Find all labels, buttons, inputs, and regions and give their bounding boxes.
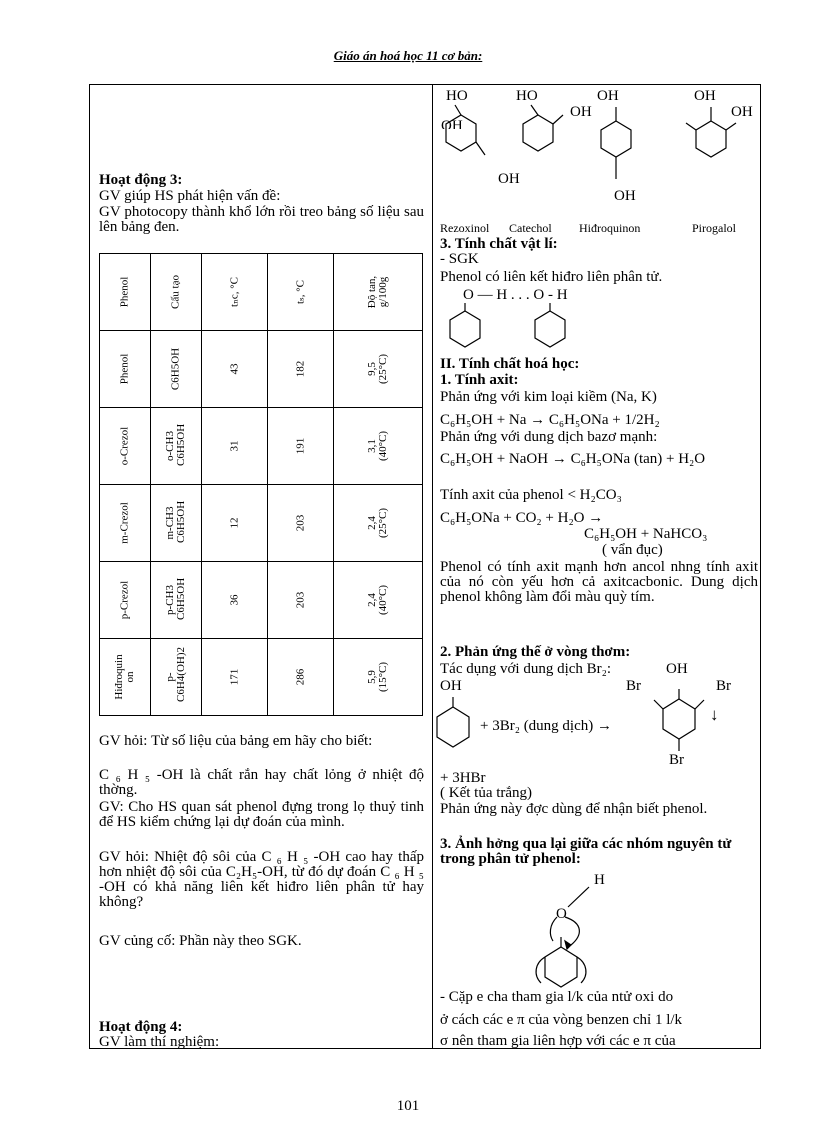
bromination-diagram [433, 685, 761, 765]
eq3a: C₆H₅ONa + CO₂ + H₂O → [440, 510, 604, 526]
activity3-title: Hoạt động 3: [99, 172, 183, 188]
cell: o-Crezol [118, 426, 131, 466]
cell: 5,9 (15°C) [366, 661, 389, 693]
final3: σ nên tham gia liên hợp với các e π của [440, 1033, 676, 1049]
label-br2: Br [716, 678, 731, 694]
cell: C6H5OH [169, 347, 182, 391]
cell: 31 [228, 440, 240, 452]
sgk: - SGK [440, 251, 479, 267]
table-row [100, 639, 423, 716]
data-table [99, 253, 423, 716]
page-header: Giáo án hoá học 11 cơ bản: [333, 48, 483, 63]
name-catechol: Catechol [509, 221, 552, 235]
hbond-formula: O — H . . . O - H [463, 287, 568, 303]
eq2: C₆H₅OH + NaOH → C₆H₅ONa (tan) + H₂O [440, 451, 706, 467]
th-phenol: Phenol [118, 276, 131, 308]
table-row [100, 485, 423, 562]
hbond-rings [433, 285, 633, 357]
cell: 182 [294, 360, 306, 378]
th-solubility: Độ tan, g/100g [366, 275, 389, 309]
page-number: 101 [396, 1098, 420, 1114]
label-oh-react: OH [440, 678, 462, 694]
eq3b: C₆H₅OH + NaHCO₃ [584, 526, 708, 542]
label-oh-bottom3: OH [614, 188, 636, 204]
acid-p4: Phenol có tính axit mạnh hơn ancol nhng tính axit của nó còn yếu hơn cả axitcacbonic. Dung dịch phenol không làm đổi màu quỳ tím. [440, 559, 758, 605]
cell: 286 [294, 668, 306, 686]
th-melting: tₙc, °C [228, 277, 240, 307]
label-oh4: OH [694, 88, 716, 104]
left-p1: GV giúp HS phát hiện vấn đề: [99, 188, 281, 204]
precipitate-arrow: ↓ [710, 705, 719, 724]
label-oh4b: OH [731, 104, 753, 120]
cell: 43 [228, 363, 240, 375]
label-ho2: HO [516, 88, 538, 104]
left-q1: GV hỏi: Từ số liệu của bảng em hãy cho biết: [99, 733, 373, 749]
acid-title: 1. Tính axit: [440, 372, 519, 388]
cell: 36 [228, 594, 240, 606]
final1: - Cặp e cha tham gia l/k của ntử oxi do [440, 989, 674, 1005]
ring-catechol [523, 115, 553, 151]
acid-p1: Phản ứng với kim loại kiềm (Na, K) [440, 389, 657, 405]
sub-p1: Tác dụng với dung dịch Br₂: [440, 661, 612, 677]
cell: 191 [294, 437, 306, 455]
left-q5: GV củng cố: Phần này theo SGK. [99, 933, 302, 949]
left-q3: GV: Cho HS quan sát phenol đựng trong lọ thuỷ tinh để HS kiểm chứng lại dự đoán của mình. [99, 799, 424, 830]
activity4-title: Hoạt động 4: [99, 1019, 183, 1035]
label-br3: Br [669, 752, 684, 768]
cell: p- C6H4(OH)2 [164, 647, 187, 702]
name-pyrogallol: Pirogalol [692, 221, 736, 235]
s2-title: II. Tính chất hoá học: [440, 356, 580, 372]
hbond-text: Phenol có liên kết hiđro liên phân tử. [440, 269, 663, 285]
sub-p3: ( Kết tủa trắng) [440, 785, 533, 801]
eq1: C₆H₅OH + Na → C₆H₅ONa + 1/2H₂ [440, 412, 660, 428]
ring-pyrogallol [696, 121, 726, 157]
label-o: O [556, 906, 567, 922]
label-oh3: OH [597, 88, 619, 104]
th-boiling: tₛ, °C [294, 280, 306, 304]
label-oh2b: OH [570, 104, 592, 120]
sub-p2: + 3HBr [440, 770, 486, 786]
eq3c: ( vẩn đục) [602, 542, 663, 558]
th-structure: Cấu tạo [169, 275, 182, 309]
label-ho1: HO [446, 88, 468, 104]
sub-eq: + 3Br₂ (dung dịch) → [480, 718, 613, 734]
ring-hydroquinone [601, 121, 631, 157]
cell: m-Crezol [118, 502, 131, 544]
s3-title: 3. Tính chất vật lí: [440, 236, 558, 252]
left-last: GV làm thí nghiệm: [99, 1034, 220, 1050]
cell: p-Crezol [118, 580, 131, 620]
cell: 3,1 (40°C) [366, 430, 389, 462]
cell: 2,4 (40°C) [366, 584, 389, 616]
final2: ở cách các e π của vòng benzen chỉ 1 l/k [440, 1012, 683, 1028]
name-rezoxinol: Rezoxinol [440, 221, 490, 235]
left-q4: GV hỏi: Nhiệt độ sôi của C ₆ H ₅ -OH cao hay thấp hơn nhiệt độ sôi của C₂H₅-OH, từ đó dự đoán C ₆ H ₅ -OH có khả năng liên kết hiđro liên phân tử hay không? [99, 849, 424, 910]
sub-p4: Phản ứng này đợc dùng để nhận biết phenol. [440, 801, 708, 817]
cell: 12 [228, 517, 240, 529]
table-row [100, 408, 423, 485]
label-h: H [594, 872, 605, 888]
resonance-diagram [433, 872, 633, 995]
cell: Hiđroquin on [113, 654, 136, 700]
left-q2: C ₆ H ₅ -OH là chất rắn hay chất lỏng ở nhiệt độ thờng. [99, 767, 424, 798]
name-hydroquinone: Hiđroquinon [579, 221, 641, 235]
acid-p2: Phản ứng với dung dịch bazơ mạnh: [440, 429, 658, 445]
cell: 203 [294, 514, 306, 532]
cell: 171 [228, 668, 240, 686]
cell: 203 [294, 591, 306, 609]
sub-title: 2. Phản ứng thế ở vòng thơm: [440, 644, 631, 660]
infl-title: 3. Ảnh hởng qua lại giữa các nhóm nguyên tử trong phân tử phenol: [440, 836, 732, 867]
label-oh-prod: OH [666, 661, 688, 677]
label-oh-cut: OH [441, 119, 463, 129]
acid-p3: Tính axit của phenol < H₂CO₃ [440, 487, 622, 503]
cell: 2,4 (25°C) [366, 507, 389, 539]
cell: o-CH3 C6H5OH [164, 423, 187, 466]
table-row [100, 562, 423, 639]
cell: m-CH3 C6H5OH [164, 500, 187, 543]
label-br1: Br [626, 678, 641, 694]
lesson-table [89, 84, 761, 1049]
cell: 9,5 (25°C) [366, 353, 389, 385]
cell: p-CH3 C6H5OH [164, 577, 187, 620]
table-row [100, 331, 423, 408]
left-p2: GV photocopy thành khổ lớn rồi treo bảng số liệu sau lên bảng đen. [99, 204, 424, 235]
cell: Phenol [118, 353, 131, 385]
label-oh-bottom1: OH [498, 171, 520, 187]
